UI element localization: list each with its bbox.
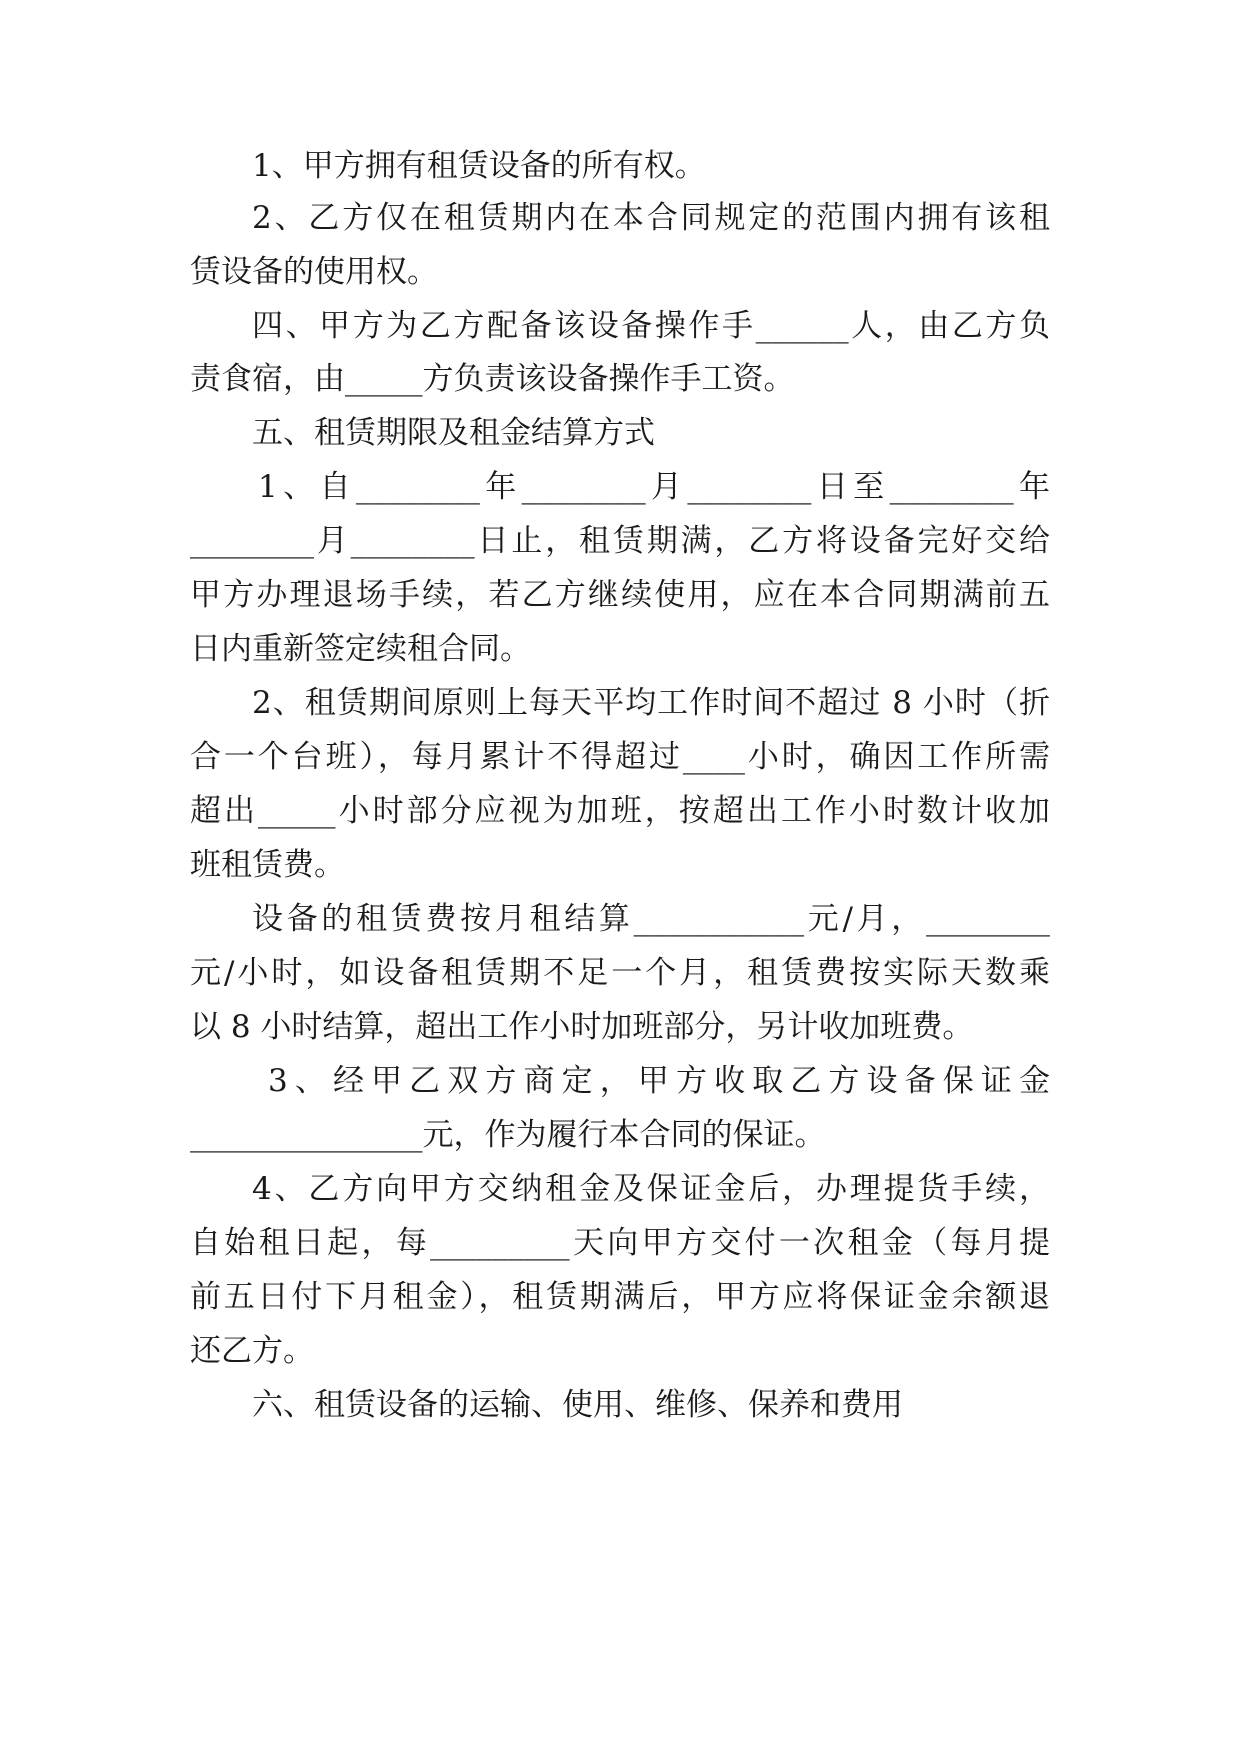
text-line: 超出_____小时部分应视为加班，按超出工作小时数计收加: [190, 793, 1050, 829]
text-line: 以 8 小时结算，超出工作小时加班部分，另计收加班费。: [190, 1009, 974, 1045]
text-line: 赁设备的使用权。: [190, 254, 438, 290]
text-line: 责食宿，由_____方负责该设备操作手工资。: [190, 361, 795, 397]
text-line: 元/小时，如设备租赁期不足一个月，租赁费按实际天数乘: [190, 955, 1050, 991]
text-line: ________月________日止，租赁期满，乙方将设备完好交给: [190, 523, 1050, 559]
text-line: 1、自________年________月________日至________年: [258, 469, 1050, 505]
text-line: 还乙方。: [190, 1333, 314, 1369]
text-line: 六、租赁设备的运输、使用、维修、保养和费用: [252, 1387, 903, 1423]
text-line: 合一个台班），每月累计不得超过____小时，确因工作所需: [190, 739, 1050, 775]
text-line: 4、乙方向甲方交纳租金及保证金后，办理提货手续，: [252, 1171, 1050, 1207]
text-line: 设备的租赁费按月租结算___________元/月，________: [252, 901, 1050, 937]
text-line: 四、甲方为乙方配备该设备操作手______人，由乙方负: [252, 308, 1050, 344]
text-line: 五、租赁期限及租金结算方式: [252, 415, 655, 451]
text-line: _______________元，作为履行本合同的保证。: [190, 1117, 826, 1153]
text-line: 甲方办理退场手续，若乙方继续使用，应在本合同期满前五: [190, 577, 1050, 613]
text-line: 日内重新签定续租合同。: [190, 631, 531, 667]
text-line: 自始租日起，每_________天向甲方交付一次租金（每月提: [190, 1225, 1050, 1261]
text-line: 班租赁费。: [190, 847, 345, 883]
text-line: 3、经甲乙双方商定，甲方收取乙方设备保证金: [268, 1063, 1050, 1099]
text-line: 1、甲方拥有租赁设备的所有权。: [252, 148, 706, 184]
text-line: 2、租赁期间原则上每天平均工作时间不超过 8 小时（折: [252, 685, 1050, 721]
text-line: 2、乙方仅在租赁期内在本合同规定的范围内拥有该租: [252, 200, 1050, 236]
text-line: 前五日付下月租金），租赁期满后，甲方应将保证金余额退: [190, 1279, 1050, 1315]
